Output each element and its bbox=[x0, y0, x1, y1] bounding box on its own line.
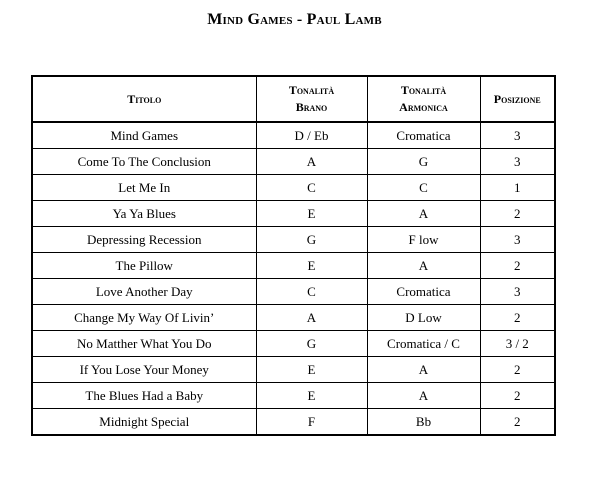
cell-tonalita-brano: E bbox=[256, 383, 367, 409]
table-row bbox=[32, 201, 555, 227]
cell-tonalita-brano: G bbox=[256, 331, 367, 357]
table-row bbox=[32, 253, 555, 279]
cell-tonalita-armonica: A bbox=[367, 201, 480, 227]
table-row bbox=[32, 409, 555, 436]
table-row bbox=[32, 149, 555, 175]
cell-posizione: 2 bbox=[480, 357, 555, 383]
cell-tonalita-armonica: A bbox=[367, 383, 480, 409]
header-tonalita-armonica-line1: Tonalità bbox=[400, 83, 447, 97]
cell-posizione: 3 bbox=[480, 279, 555, 305]
cell-tonalita-brano: E bbox=[256, 253, 367, 279]
cell-tonalita-brano: C bbox=[256, 279, 367, 305]
cell-tonalita-brano: G bbox=[256, 227, 367, 253]
cell-tonalita-brano: D / Eb bbox=[256, 122, 367, 149]
cell-titolo: The Blues Had a Baby bbox=[32, 383, 256, 409]
header-tonalita-armonica-line2: Armonica bbox=[399, 100, 448, 114]
cell-tonalita-brano: E bbox=[256, 357, 367, 383]
table-body bbox=[32, 122, 555, 435]
cell-titolo: If You Lose Your Money bbox=[32, 357, 256, 383]
cell-tonalita-brano: A bbox=[256, 305, 367, 331]
cell-tonalita-armonica: F low bbox=[367, 227, 480, 253]
table-row bbox=[32, 175, 555, 201]
cell-tonalita-armonica: G bbox=[367, 149, 480, 175]
table-row bbox=[32, 331, 555, 357]
cell-titolo: Change My Way Of Livin’ bbox=[32, 305, 256, 331]
header-tonalita-brano-line1: Tonalità bbox=[288, 83, 335, 97]
cell-posizione: 2 bbox=[480, 201, 555, 227]
cell-tonalita-armonica: Cromatica bbox=[367, 279, 480, 305]
cell-posizione: 1 bbox=[480, 175, 555, 201]
cell-titolo: Mind Games bbox=[32, 122, 256, 149]
cell-posizione: 3 / 2 bbox=[480, 331, 555, 357]
header-tonalita-armonica bbox=[367, 76, 480, 122]
cell-posizione: 2 bbox=[480, 409, 555, 436]
cell-titolo: Midnight Special bbox=[32, 409, 256, 436]
cell-posizione: 3 bbox=[480, 122, 555, 149]
header-titolo bbox=[32, 76, 256, 122]
cell-titolo: Depressing Recession bbox=[32, 227, 256, 253]
cell-tonalita-armonica: D Low bbox=[367, 305, 480, 331]
header-titolo-label: Titolo bbox=[127, 91, 162, 106]
header-tonalita-brano-line2: Brano bbox=[295, 100, 328, 114]
header-row bbox=[32, 76, 555, 122]
cell-titolo: Let Me In bbox=[32, 175, 256, 201]
cell-titolo: The Pillow bbox=[32, 253, 256, 279]
cell-tonalita-armonica: A bbox=[367, 253, 480, 279]
table-row bbox=[32, 279, 555, 305]
songs-table bbox=[31, 75, 556, 436]
header-posizione bbox=[480, 76, 555, 122]
header-posizione-label: Posizione bbox=[493, 91, 541, 106]
table-row bbox=[32, 227, 555, 253]
cell-posizione: 2 bbox=[480, 383, 555, 409]
cell-posizione: 3 bbox=[480, 149, 555, 175]
cell-titolo: No Matther What You Do bbox=[32, 331, 256, 357]
table-row bbox=[32, 305, 555, 331]
table-row bbox=[32, 122, 555, 149]
document-title: Mind Games - Paul Lamb bbox=[207, 11, 382, 28]
cell-tonalita-armonica: C bbox=[367, 175, 480, 201]
table-header bbox=[32, 76, 555, 122]
cell-tonalita-armonica: Cromatica bbox=[367, 122, 480, 149]
cell-tonalita-armonica: Bb bbox=[367, 409, 480, 436]
cell-tonalita-brano: C bbox=[256, 175, 367, 201]
cell-posizione: 2 bbox=[480, 305, 555, 331]
cell-titolo: Love Another Day bbox=[32, 279, 256, 305]
header-tonalita-brano bbox=[256, 76, 367, 122]
table-row bbox=[32, 383, 555, 409]
cell-tonalita-brano: A bbox=[256, 149, 367, 175]
cell-tonalita-brano: F bbox=[256, 409, 367, 436]
cell-titolo: Come To The Conclusion bbox=[32, 149, 256, 175]
cell-posizione: 3 bbox=[480, 227, 555, 253]
cell-tonalita-armonica: A bbox=[367, 357, 480, 383]
cell-posizione: 2 bbox=[480, 253, 555, 279]
cell-titolo: Ya Ya Blues bbox=[32, 201, 256, 227]
cell-tonalita-armonica: Cromatica / C bbox=[367, 331, 480, 357]
table-row bbox=[32, 357, 555, 383]
cell-tonalita-brano: E bbox=[256, 201, 367, 227]
